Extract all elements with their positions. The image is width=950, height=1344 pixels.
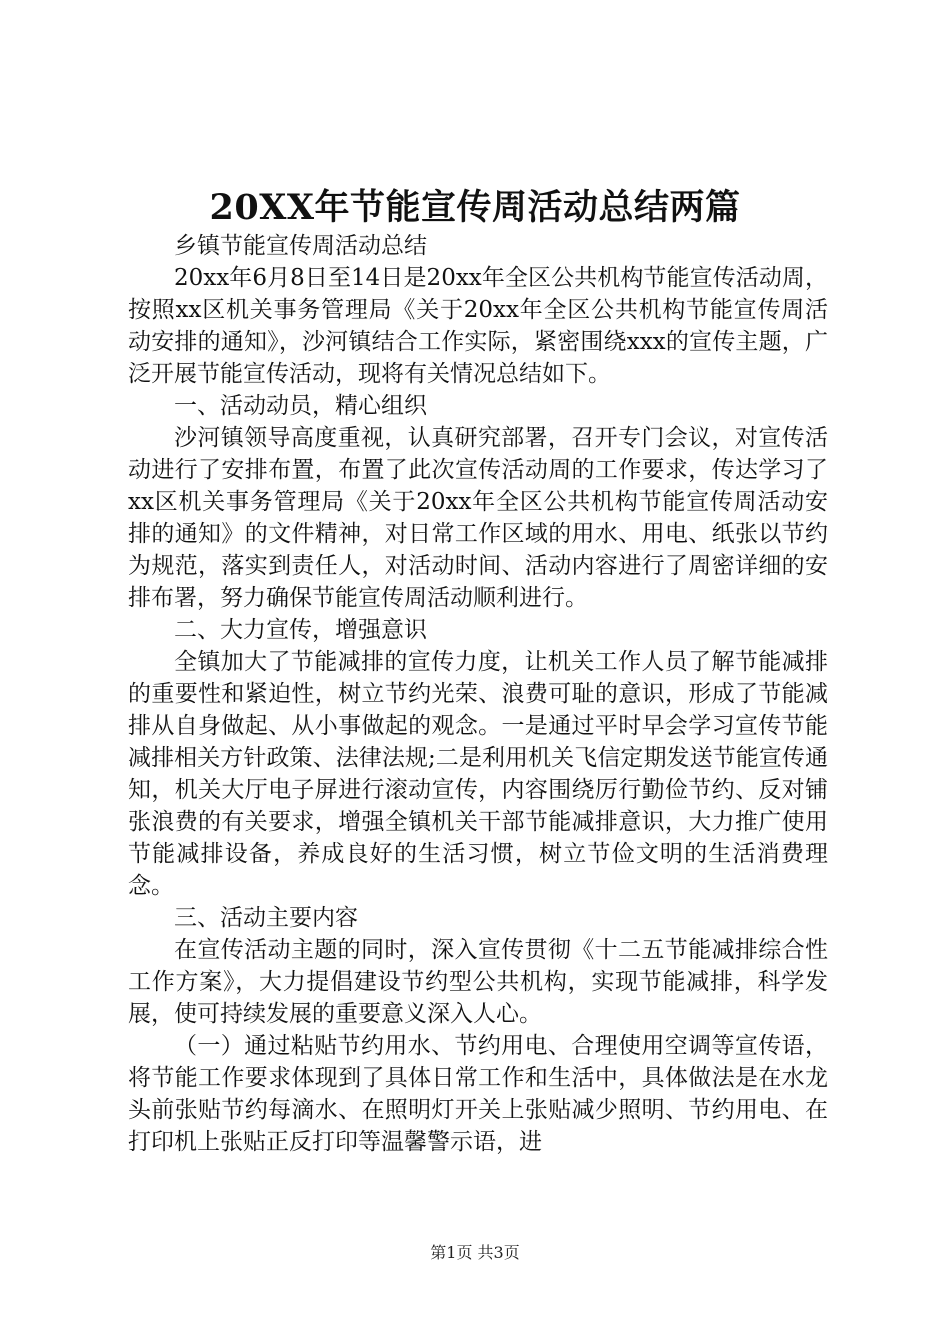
paragraph-section-1: 沙河镇领导高度重视，认真研究部署，召开专门会议，对宣传活动进行了安排布置，布置了此次宣传活动周的工作要求，传达学习了xx区机关事务管理局《关于20xx年全区公共机构节能宣传周活动安排的通知》的文件精神，对日常工作区域的用水、用电、纸张以节约为规范，落实到责任人，对活动时间、活动内容进行了周密详细的安排布署，努力确保节能宣传周活动顺利进行。 (128, 425, 828, 611)
page-number-footer: 第1页 共3页 (430, 1243, 520, 1262)
section-heading-1: 一、活动动员，精心组织 (174, 393, 427, 419)
section-heading-main: 乡镇节能宣传周活动总结 (174, 233, 427, 259)
paragraph-section-3: 在宣传活动主题的同时，深入宣传贯彻《十二五节能减排综合性工作方案》，大力提倡建设节约型公共机构，实现节能减排，科学发展，使可持续发展的重要意义深入人心。 (128, 937, 828, 1027)
paragraph-intro: 20xx年6月8日至14日是20xx年全区公共机构节能宣传活动周，按照xx区机关事务管理局《关于20xx年全区公共机构节能宣传周活动安排的通知》，沙河镇结合工作实际，紧密围绕xxx的宣传主题，广泛开展节能宣传活动，现将有关情况总结如下。 (128, 265, 828, 387)
section-heading-3: 三、活动主要内容 (174, 905, 358, 931)
paragraph-section-2: 全镇加大了节能减排的宣传力度，让机关工作人员了解节能减排的重要性和紧迫性，树立节约光荣、浪费可耻的意识，形成了节能减排从自身做起、从小事做起的观念。一是通过平时早会学习宣传节能减排相关方针政策、法律法规;二是利用机关飞信定期发送节能宣传通知，机关大厅电子屏进行滚动宣传，内容围绕厉行勤俭节约、反对铺张浪费的有关要求，增强全镇机关干部节能减排意识，大力推广使用节能减排设备，养成良好的生活习惯，树立节俭文明的生活消费理念。 (128, 649, 828, 899)
document-body (128, 230, 828, 1158)
section-heading-2: 二、大力宣传，增强意识 (174, 617, 427, 643)
document-title: 20XX年节能宣传周活动总结两篇 (209, 187, 741, 229)
paragraph-section-3-item-1: （一）通过粘贴节约用水、节约用电、合理使用空调等宣传语，将节能工作要求体现到了具体日常工作和生活中，具体做法是在水龙头前张贴节约每滴水、在照明灯开关上张贴减少照明、节约用电、在打印机上张贴正反打印等温馨警示语，进 (128, 1033, 828, 1155)
